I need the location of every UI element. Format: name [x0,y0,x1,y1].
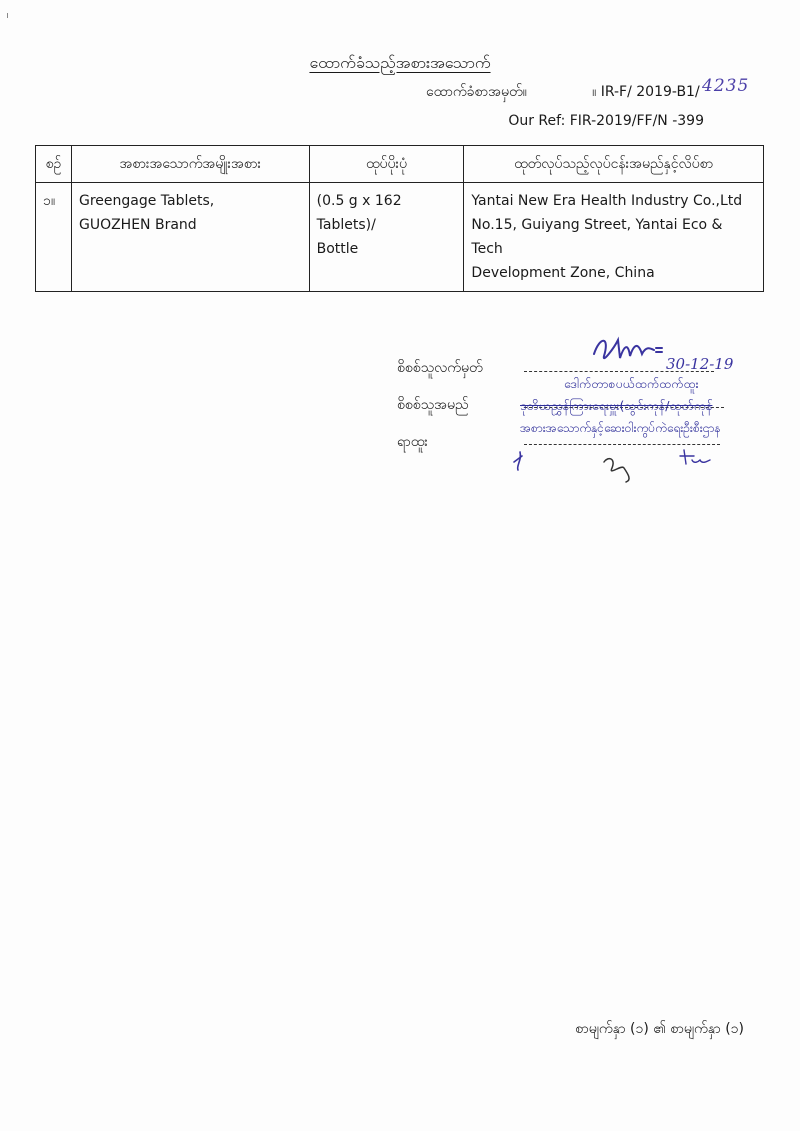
letter-number-value [592,82,700,103]
scan-mark [7,13,8,18]
serial-number: ၁။ [43,193,56,209]
signature-label: စိစစ်သူလက်မှတ် [397,360,483,376]
stamp-title: ဒုတိယညွှန်ကြားရေးမှူး(သွင်းကုန်/ထုတ်ကုန် [520,398,713,413]
rank-label: ရာထူး [397,434,428,450]
letter-number-label [426,82,527,103]
our-reference: Our Ref: FIR-2019/FF/N -399 [508,113,704,129]
packing-line: (0.5 g x 162 Tablets)/ [316,193,402,233]
header-manufacturer: ထုတ်လုပ်သည့်လုပ်ငန်းအမည်နှင့်လိပ်စာ [464,146,764,183]
food-type-line: GUOZHEN Brand [78,217,197,233]
stamp-name: ဒေါက်တာစပယ်ထက်ထက်ထူး [564,376,699,391]
manufacturer-line: Development Zone, China [471,265,655,281]
header-serial: စဉ် [36,146,72,183]
rank-line [524,444,720,445]
page-number: စာမျက်နှာ (၁) ၏ စာမျက်နှာ (၁) [575,1021,744,1037]
packing-line: Bottle [316,241,359,257]
initials-marks [508,446,728,486]
letter-number-separator: ။ [592,84,597,100]
signature-date: 30-12-19 [666,355,734,373]
stamp-department: အစားအသောက်နှင့်ဆေးဝါးကွပ်ကဲရေးဦးစီးဌာန [520,421,721,435]
cell-manufacturer [464,183,764,292]
food-items-table [35,145,764,292]
letter-number-label-text: ထောက်ခံစာအမှတ်။ [426,84,527,100]
handwritten-signature [590,332,670,368]
letter-number-code: IR-F/ 2019-B1/ [600,84,700,100]
table-header-row [36,146,764,183]
table-row [36,183,764,292]
food-type-line: Greengage Tablets, [78,193,215,209]
manufacturer-line: No.15, Guiyang Street, Yantai Eco & Tech [471,217,723,257]
cell-food-type [71,183,309,292]
examiner-name-label: စိစစ်သူအမည် [397,397,469,413]
manufacturer-line: Yantai New Era Health Industry Co.,Ltd [471,193,743,209]
header-packing: ထုပ်ပိုးပုံ [309,146,464,183]
handwritten-letter-number: 4235 [702,76,750,96]
document-title: ထောက်ခံသည့်အစားအသောက် [309,53,491,72]
cell-packing [309,183,464,292]
signature-labels [397,358,483,469]
header-food-type: အစားအသောက်အမျိုးအစား [71,146,309,183]
cell-serial [36,183,72,292]
